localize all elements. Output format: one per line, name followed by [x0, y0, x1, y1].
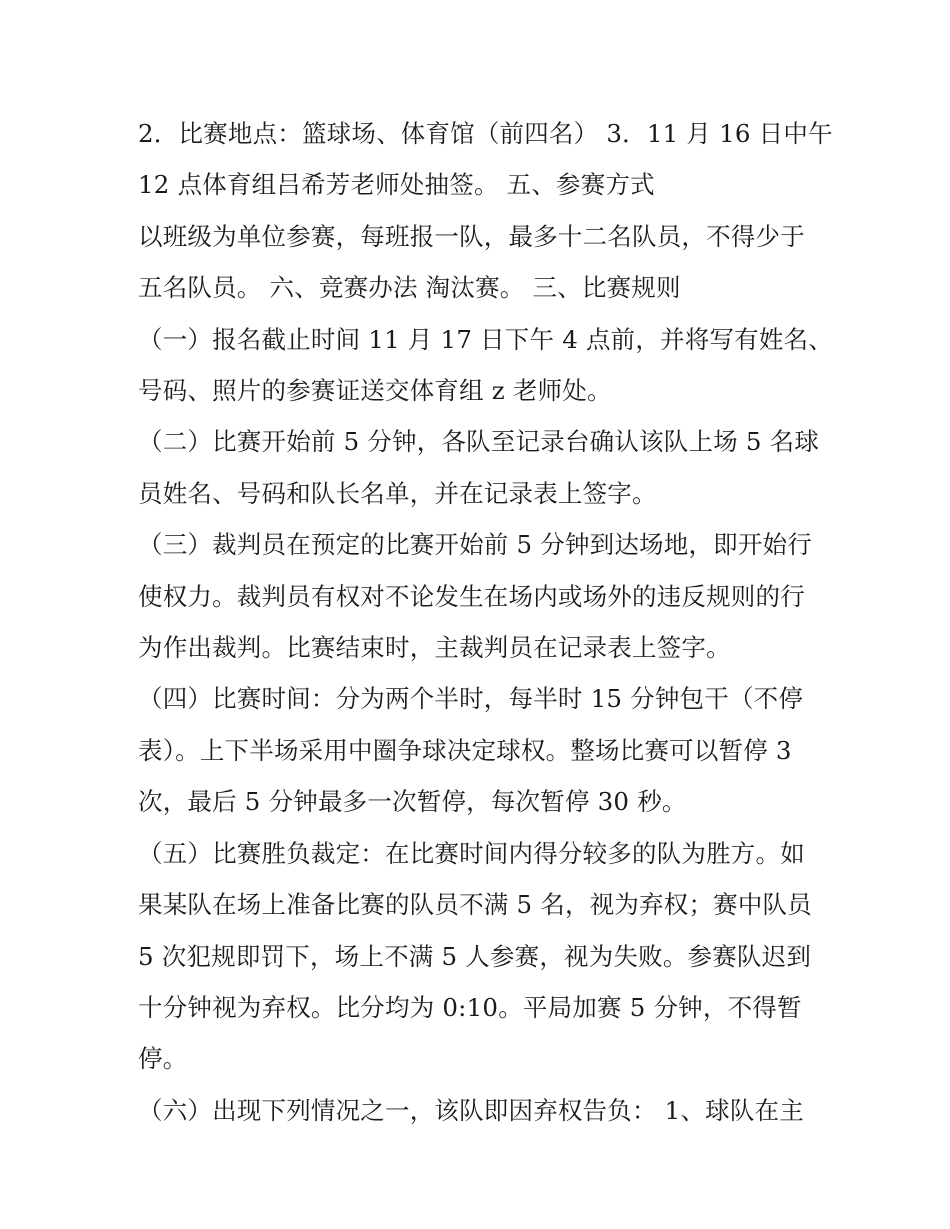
text-line-3: 以班级为单位参赛，每班报一队，最多十二名队员，不得少于 [138, 221, 805, 251]
text-line-13: 表）。上下半场采用中圈争球决定球权。整场比赛可以暂停 3 [138, 735, 792, 765]
text-line-20: （六）出现下列情况之一，该队即因弃权告负： 1、球队在主 [138, 1095, 804, 1125]
text-line-4: 五名队员。 六、竞赛办法 淘汰赛。 三、比赛规则 [138, 273, 681, 303]
text-line-15: （五）比赛胜负裁定：在比赛时间内得分较多的队为胜方。如 [138, 838, 805, 868]
text-line-18: 十分钟视为弃权。比分均为 0:10。平局加赛 5 分钟，不得暂 [138, 992, 802, 1022]
text-line-11: 为作出裁判。比赛结束时，主裁判员在记录表上签字。 [138, 633, 731, 663]
text-line-8: 员姓名、号码和队长名单，并在记录表上签字。 [138, 478, 657, 508]
text-line-9: （三）裁判员在预定的比赛开始前 5 分钟到达场地，即开始行 [138, 530, 812, 560]
text-line-7: （二）比赛开始前 5 分钟，各队至记录台确认该队上场 5 名球 [138, 427, 820, 457]
text-line-16: 果某队在场上准备比赛的队员不满 5 名，视为弃权；赛中队员 [138, 890, 812, 920]
text-line-17: 5 次犯规即罚下，场上不满 5 人参赛，视为失败。参赛队迟到 [138, 941, 812, 971]
document-body [138, 108, 833, 1136]
text-line-6: 号码、照片的参赛证送交体育组 z 老师处。 [138, 376, 612, 406]
text-line-2: 12 点体育组吕希芳老师处抽签。 五、参赛方式 [138, 170, 655, 200]
text-line-14: 次，最后 5 分钟最多一次暂停，每次暂停 30 秒。 [138, 787, 687, 817]
text-line-1: 2．比赛地点：篮球场、体育馆（前四名） 3．11 月 16 日中午 [138, 119, 833, 148]
text-line-12: （四）比赛时间：分为两个半时，每半时 15 分钟包干（不停 [138, 684, 804, 714]
text-line-5: （一）报名截止时间 11 月 17 日下午 4 点前，并将写有姓名、 [138, 324, 833, 354]
text-line-10: 使权力。裁判员有权对不论发生在场内或场外的违反规则的行 [138, 581, 805, 611]
text-line-19: 停。 [138, 1044, 188, 1074]
